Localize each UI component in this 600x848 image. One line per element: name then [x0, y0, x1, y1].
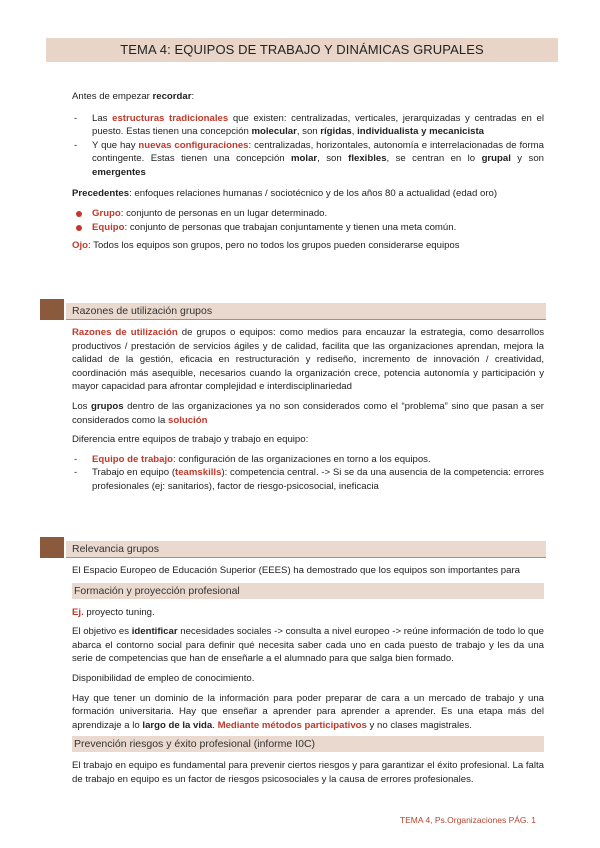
list-item: - Y que hay nuevas configuraciones: centralizadas, horizontales, autonomía e interrelacionadas de forma contingente. Estas tienen una concepción molar, son flexibles, se centran en lo grupal y son emergentes: [72, 139, 544, 180]
page-title-bar: [46, 38, 558, 62]
relevancia-content: [72, 564, 544, 793]
razones-content: [72, 326, 544, 500]
razones-paragraph: Razones de utilización de grupos o equipos: como medios para encauzar la estrategia, como desarrollos productivos / prestación de servicios ágiles y de calidad, facilita que las organizaciones aprendan, mejora la calidad de la gestión, eficacia en restructuración y rediseño, incremento de innovación / creatividad, coordinación más asequible, necesarios cuando la organización crece, potencia autonomía y participación y mayor capacidad para afrontar complejidad e interdisciplinariedad: [72, 327, 544, 393]
eees-paragraph: El Espacio Europeo de Educación Superior (EEES) ha demostrado que los equipos son importantes para: [72, 565, 520, 576]
precedentes-paragraph: Precedentes: enfoques relaciones humanas / sociotécnico y de los años 80 a actualidad (edad oro): [72, 187, 498, 199]
section-title: Relevancia grupos: [66, 541, 546, 558]
subsection-title: Prevención riesgos y éxito profesional (informe I0C): [72, 736, 544, 752]
objetivo-paragraph: El objetivo es identificar necesidades sociales -> consulta a nivel europeo -> reúne información de todo lo que abarca el contorno social para definir qué necesita saber cada uno en cada puesto de trabajo y les da una serie de competencias que han de enseñarle a el alumnado para que salga bien formado.: [72, 626, 544, 665]
diferencia-paragraph: Diferencia entre equipos de trabajo y trabajo en equipo:: [72, 434, 309, 446]
list-item: - Las estructuras tradicionales que existen: centralizadas, verticales, jerarquizadas y centradas en el puesto. Estas tienen una concepción molecular, son rígidas, individualista y mecanicista: [72, 112, 544, 139]
list-item: - Trabajo en equipo (teamskills): competencia central. -> Si se da una ausencia de la competencia: errores profesionales (ej: sanitarios), factor de riesgo-psicosocial, ineficacia: [72, 466, 544, 493]
prevencion-paragraph: El trabajo en equipo es fundamental para prevenir ciertos riesgos y para garantizar el éxito profesional. La falta de trabajo en equipo es un factor de riesgos psicosociales y la causa de errores profesionales.: [72, 760, 544, 786]
dominio-paragraph: Hay que tener un dominio de la información para poder preparar de cara a un mercado de trabajo y una formación universitaria. Hay que enseñar a aprender para aprender a aprender. Es una etapa más del aprendizaje a lo largo de la vida. Mediante métodos participativos y no clases magistrales.: [72, 692, 544, 731]
page-content: [72, 90, 544, 259]
equipo-list: [72, 453, 544, 494]
section-marker-icon: [40, 537, 64, 558]
ej-paragraph: Ej. proyecto tuning.: [72, 606, 155, 618]
ojo-paragraph: Ojo: Todos los equipos son grupos, pero no todos los grupos pueden considerarse equipos: [72, 240, 460, 252]
list-item: Grupo: conjunto de personas en un lugar determinado.: [72, 207, 544, 221]
grupos-paragraph: Los grupos dentro de las organizaciones ya no son considerados como el “problema” sino que pasan a ser considerados como la solución: [72, 401, 544, 426]
disponibilidad-paragraph: Disponibilidad de empleo de conocimiento.: [72, 673, 255, 685]
page-footer: TEMA 4, Ps.Organizaciones PÁG. 1: [399, 815, 536, 825]
intro-paragraph: Antes de empezar recordar:: [72, 91, 195, 102]
page-title: TEMA 4: EQUIPOS DE TRABAJO Y DINÁMICAS GRUPALES: [120, 41, 484, 57]
list-item: - Equipo de trabajo: configuración de las organizaciones en torno a los equipos.: [72, 453, 544, 467]
structures-list: [72, 112, 544, 180]
list-item: Equipo: conjunto de personas que trabajan conjuntamente y tienen una meta común.: [72, 221, 544, 235]
section-header-relevancia: [40, 541, 546, 558]
subsection-title: Formación y proyección profesional: [72, 583, 544, 599]
section-marker-icon: [40, 299, 64, 320]
definitions-list: [72, 207, 544, 234]
section-title: Razones de utilización grupos: [66, 303, 546, 320]
section-header-razones: [40, 303, 546, 320]
